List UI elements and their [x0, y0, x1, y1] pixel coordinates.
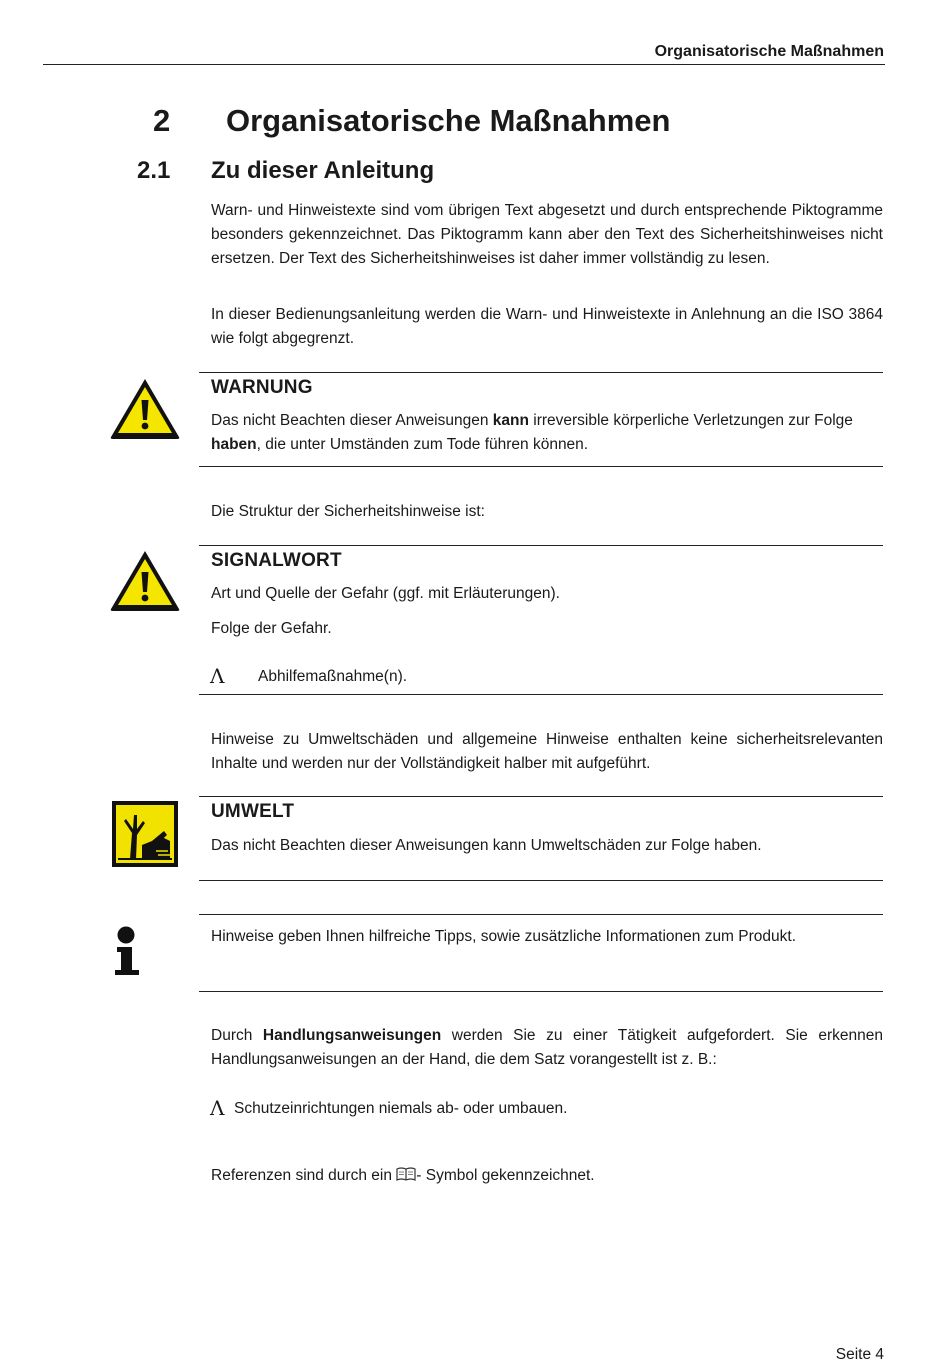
- signal-box-bottom-rule: [199, 694, 883, 695]
- intro-paragraph-2: In dieser Bedienungsanleitung werden die Warn- und Hinweistexte in Anlehnung an die ISO 3864 wie folgt abgegrenzt.: [211, 306, 883, 347]
- book-icon: [396, 1166, 416, 1182]
- signal-box-consequence: Folge der Gefahr.: [211, 620, 332, 637]
- instructions-text-part-2: werden Sie zu einer Tätigkeit aufgefordert. Sie erkennen Handlungsanweisungen an der Hand, die dem Satz vorangestellt ist z. B.:: [211, 1027, 883, 1068]
- warning-text-part-1: Das nicht Beachten dieser Anweisungen: [211, 412, 493, 429]
- signal-box-source: Art und Quelle der Gefahr (ggf. mit Erläuterungen).: [211, 585, 560, 602]
- instructions-text-part-1: Durch: [211, 1027, 263, 1044]
- signal-box-top-rule: [199, 545, 883, 546]
- action-hand-icon: Λ: [210, 1096, 225, 1120]
- signal-box-action: Abhilfemaßnahme(n).: [258, 668, 408, 685]
- structure-intro: Die Struktur der Sicherheitshinweise ist:: [211, 503, 485, 520]
- chapter-title: Organisatorische Maßnahmen: [226, 103, 671, 138]
- info-box-top-rule: [199, 914, 883, 915]
- warning-triangle-icon: [108, 376, 182, 441]
- action-hand-icon: Λ: [210, 664, 225, 688]
- warning-triangle-icon: [108, 548, 182, 613]
- section-title: Zu dieser Anleitung: [211, 157, 435, 184]
- environment-intro: Hinweise zu Umweltschäden und allgemeine Hinweise enthalten keine sicherheitsrelevanten Inhalte und werden nur der Vollständigkeit halber mit aufgeführt.: [211, 731, 883, 772]
- environment-box-top-rule: [199, 796, 883, 797]
- chapter-number: 2: [153, 103, 171, 138]
- info-box-bottom-rule: [199, 991, 883, 992]
- instructions-emphasis: Handlungsanweisungen: [262, 1027, 442, 1044]
- page-number: Seite 4: [835, 1346, 884, 1363]
- references-text-part-1: Referenzen sind durch ein: [211, 1167, 397, 1184]
- header-rule: [43, 64, 885, 65]
- example-instruction: Schutzeinrichtungen niemals ab- oder umbauen.: [234, 1100, 568, 1117]
- instructions-paragraph: [211, 1024, 883, 1072]
- warning-box-text: [211, 409, 883, 457]
- warning-box-bottom-rule: [199, 466, 883, 467]
- warning-emphasis-kann: kann: [492, 412, 529, 429]
- warning-emphasis-haben: haben: [211, 436, 257, 453]
- environment-box-bottom-rule: [199, 880, 883, 881]
- warning-text-part-3: , die unter Umständen zum Tode führen können.: [256, 436, 589, 453]
- running-header: Organisatorische Maßnahmen: [654, 43, 884, 60]
- info-box-text: Hinweise geben Ihnen hilfreiche Tipps, sowie zusätzliche Informationen zum Produkt.: [211, 928, 797, 945]
- warning-box-top-rule: [199, 372, 883, 373]
- references-text-part-2: - Symbol gekennzeichnet.: [416, 1167, 595, 1184]
- environment-box-title: UMWELT: [211, 801, 295, 822]
- info-icon: [112, 926, 142, 976]
- signal-box-title: SIGNALWORT: [211, 550, 342, 571]
- section-number: 2.1: [137, 157, 171, 184]
- intro-paragraph-1: Warn- und Hinweistexte sind vom übrigen Text abgesetzt und durch entsprechende Piktogramme besonders gekennzeichnet. Das Piktogramm kann aber den Text des Sicherheitshinweises nicht ersetzen. Der Text des Sicherheitshinweises ist daher immer vollständig zu lesen.: [211, 202, 883, 267]
- warning-text-part-2: irreversible körperliche Verletzungen zur Folge: [528, 412, 853, 429]
- environment-box-text: Das nicht Beachten dieser Anweisungen kann Umweltschäden zur Folge haben.: [211, 837, 762, 854]
- warning-box-title: WARNUNG: [211, 377, 313, 398]
- environment-hazard-icon: [112, 801, 178, 867]
- references-line: [211, 1164, 883, 1188]
